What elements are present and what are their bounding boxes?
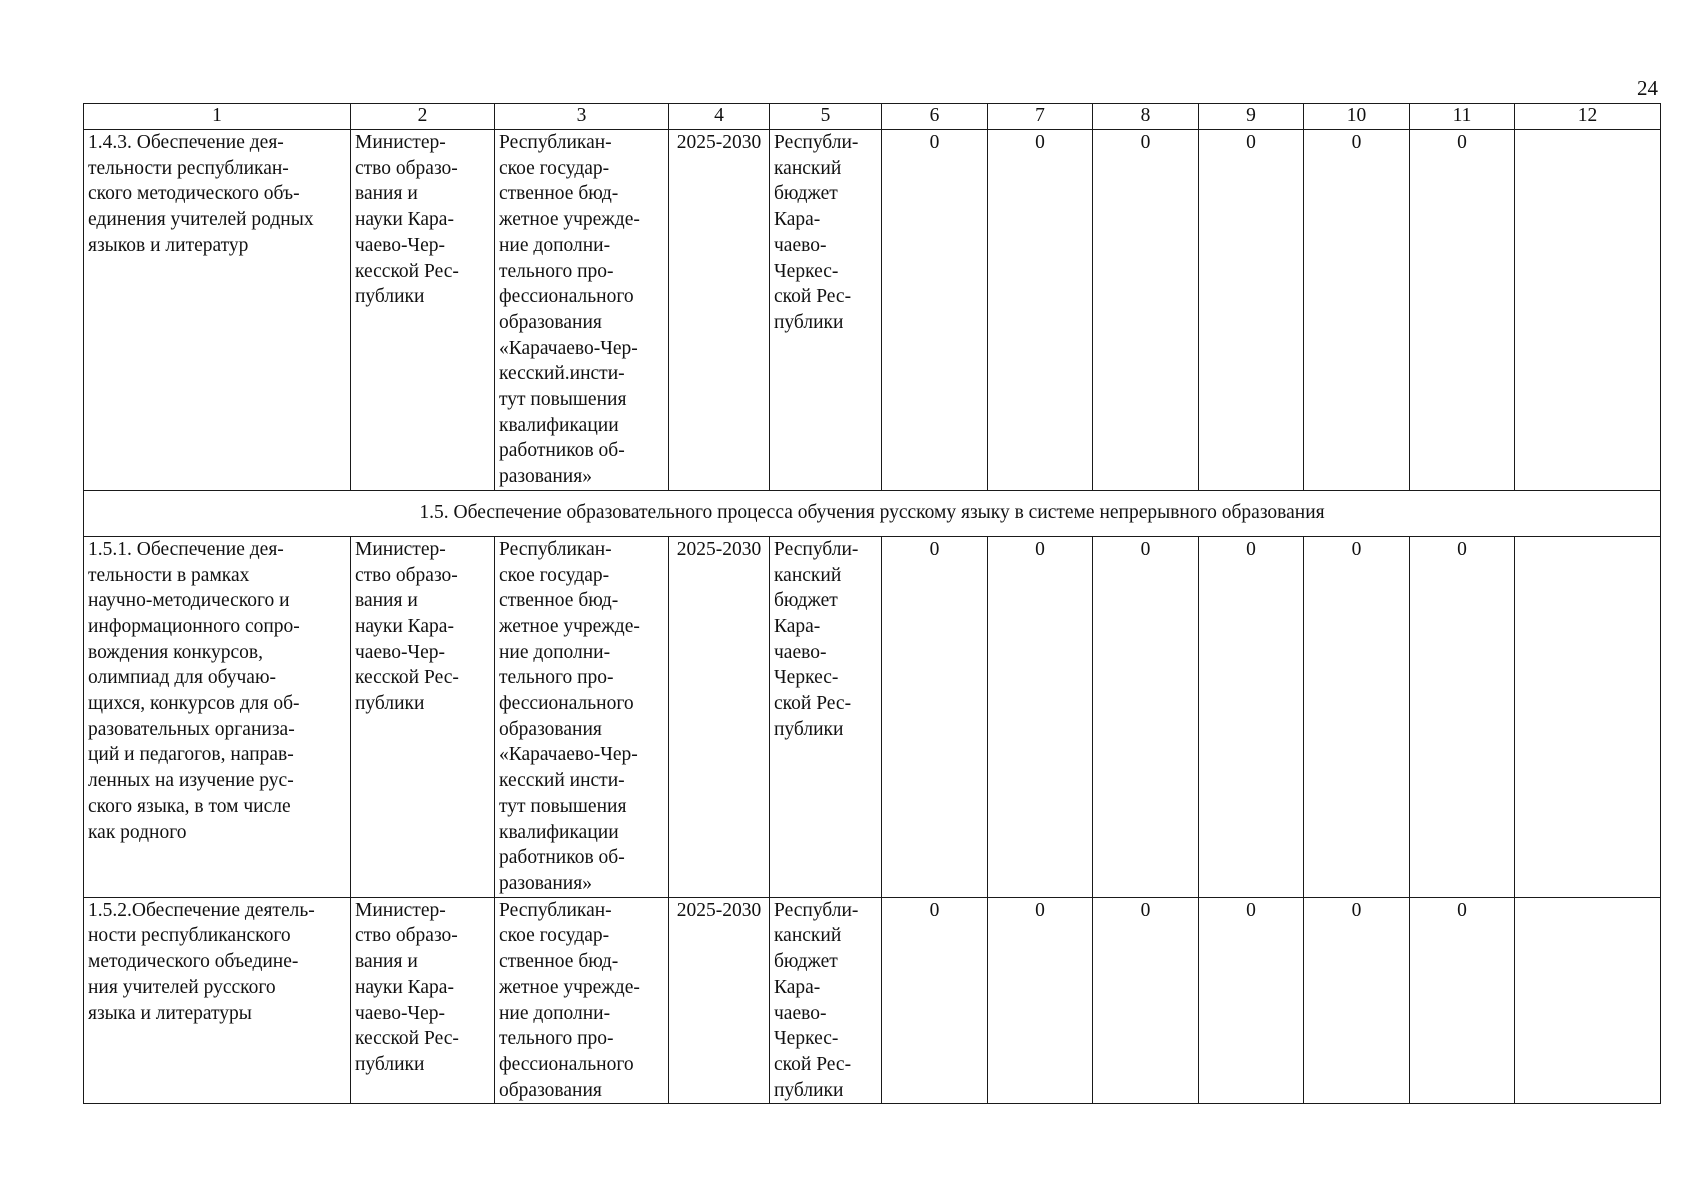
value-cell: 0 <box>1410 536 1515 897</box>
value-cell: 0 <box>1199 536 1304 897</box>
column-header: 5 <box>770 104 882 130</box>
program-activities-table <box>83 103 1661 1104</box>
column-header: 8 <box>1093 104 1199 130</box>
section-title: 1.5. Обеспечение образовательного процесса обучения русскому языку в системе непрерывного образования <box>84 490 1661 536</box>
note-cell <box>1515 130 1661 491</box>
column-header: 11 <box>1410 104 1515 130</box>
value-cell: 0 <box>1410 130 1515 491</box>
executor-cell: Республикан- ское государ- ственное бюд- жетное учрежде- ние дополни- тельного про- фессионального образования «Карачаево-Чер- кесский инсти- тут повышения квалификации работников об- разования» <box>495 536 669 897</box>
period-cell: 2025-2030 <box>669 130 770 491</box>
note-cell <box>1515 897 1661 1104</box>
column-header: 2 <box>351 104 495 130</box>
value-cell: 0 <box>1304 536 1410 897</box>
column-header: 1 <box>84 104 351 130</box>
period-cell: 2025-2030 <box>669 897 770 1104</box>
value-cell: 0 <box>1410 897 1515 1104</box>
value-cell: 0 <box>988 130 1093 491</box>
funding-source-cell: Республи- канский бюджет Кара- чаево- Черкес- ской Рес- публики <box>770 897 882 1104</box>
column-header: 6 <box>882 104 988 130</box>
period-cell: 2025-2030 <box>669 536 770 897</box>
note-cell <box>1515 536 1661 897</box>
section-row <box>84 490 1661 536</box>
value-cell: 0 <box>1304 897 1410 1104</box>
value-cell: 0 <box>988 536 1093 897</box>
column-header: 7 <box>988 104 1093 130</box>
table-row <box>84 130 1661 491</box>
table-row <box>84 536 1661 897</box>
value-cell: 0 <box>1093 536 1199 897</box>
column-header: 9 <box>1199 104 1304 130</box>
funding-source-cell: Республи- канский бюджет Кара- чаево- Черкес- ской Рес- публики <box>770 130 882 491</box>
executor-cell: Республикан- ское государ- ственное бюд- жетное учрежде- ние дополни- тельного про- фессионального образования <box>495 897 669 1104</box>
column-header: 4 <box>669 104 770 130</box>
column-header: 12 <box>1515 104 1661 130</box>
responsible-cell: Министер- ство образо- вания и науки Кара- чаево-Чер- кесской Рес- публики <box>351 536 495 897</box>
value-cell: 0 <box>988 897 1093 1104</box>
responsible-cell: Министер- ство образо- вания и науки Кара- чаево-Чер- кесской Рес- публики <box>351 897 495 1104</box>
value-cell: 0 <box>1199 897 1304 1104</box>
value-cell: 0 <box>1093 897 1199 1104</box>
value-cell: 0 <box>1199 130 1304 491</box>
funding-source-cell: Республи- канский бюджет Кара- чаево- Черкес- ской Рес- публики <box>770 536 882 897</box>
measure-cell: 1.5.1. Обеспечение дея- тельности в рамках научно-методического и информационного сопро- вождения конкурсов, олимпиад для обучаю- щихся, конкурсов для об- разовательных организа- ций и педагогов, направ- ленных на изучение рус- ского языка, в том числе как родного <box>84 536 351 897</box>
measure-cell: 1.5.2.Обеспечение деятель- ности республиканского методического объедине- ния учителей русского языка и литературы <box>84 897 351 1104</box>
page-number: 24 <box>1637 76 1658 100</box>
responsible-cell: Министер- ство образо- вания и науки Кара- чаево-Чер- кесской Рес- публики <box>351 130 495 491</box>
value-cell: 0 <box>1304 130 1410 491</box>
measure-cell: 1.4.3. Обеспечение дея- тельности республикан- ского методического объ- единения учителей родных языков и литератур <box>84 130 351 491</box>
value-cell: 0 <box>882 897 988 1104</box>
column-header: 10 <box>1304 104 1410 130</box>
value-cell: 0 <box>882 536 988 897</box>
column-number-row <box>84 104 1661 130</box>
value-cell: 0 <box>1093 130 1199 491</box>
table-row <box>84 897 1661 1104</box>
column-header: 3 <box>495 104 669 130</box>
executor-cell: Республикан- ское государ- ственное бюд- жетное учрежде- ние дополни- тельного про- фессионального образования «Карачаево-Чер- кесский.инсти- тут повышения квалификации работников об- разования» <box>495 130 669 491</box>
value-cell: 0 <box>882 130 988 491</box>
